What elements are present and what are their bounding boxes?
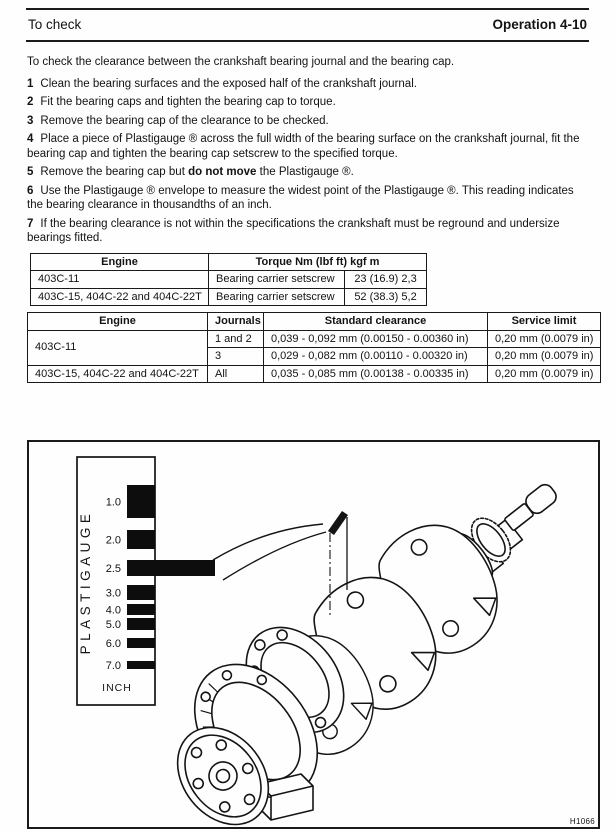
step-text: the Plastigauge ®. xyxy=(256,166,354,178)
figure-box xyxy=(27,440,600,829)
header-rule-bottom xyxy=(26,40,589,42)
table-row xyxy=(31,288,427,306)
comparison-arrow xyxy=(213,524,326,580)
table-row xyxy=(31,253,427,271)
col-header: Standard clearance xyxy=(264,313,488,331)
step-text: Place a piece of Plastigauge ® across the full width of the bearing surface on the crankshaft journal, fit the bearing cap and tighten the bearing cap setscrew to the specified torque. xyxy=(27,133,580,160)
col-header-engine: Engine xyxy=(31,253,209,271)
scale-bar xyxy=(127,485,155,518)
step-number: 1 xyxy=(27,77,34,90)
cell-engine: 403C-11 xyxy=(31,271,209,289)
page-content xyxy=(27,55,594,383)
scale-label-6.0: 6.0 xyxy=(105,638,121,650)
step-number: 4 xyxy=(27,133,34,145)
scale-bar xyxy=(127,661,155,669)
step-text: Fit the bearing caps and tighten the bearing cap to torque. xyxy=(40,96,336,108)
step-number: 5 xyxy=(27,166,34,178)
cell-journals: All xyxy=(208,365,264,383)
scale-indicator-bar xyxy=(127,560,215,576)
step-4 xyxy=(27,132,588,161)
cell-clearance: 0,035 - 0,085 mm (0.00138 - 0.00335 in) xyxy=(264,365,488,383)
cell-clearance: 0,029 - 0,082 mm (0.00110 - 0.00320 in) xyxy=(264,348,488,366)
table-row xyxy=(28,313,601,331)
scale-label-3.0: 3.0 xyxy=(105,587,121,600)
step-text: If the bearing clearance is not within the specifications the crankshaft must be reground and undersize bearings fitted. xyxy=(27,217,560,244)
cell-engine: 403C-15, 404C-22 and 404C-22T xyxy=(31,288,209,306)
scale-label-1.0: 1.0 xyxy=(105,496,121,509)
clearance-table xyxy=(27,312,601,383)
intro-text: To check the clearance between the crankshaft bearing journal and the bearing cap. xyxy=(27,56,455,68)
clearance-table-body xyxy=(28,330,601,383)
col-header: Service limit xyxy=(488,313,601,331)
step-7 xyxy=(27,217,588,246)
scale-label-5.0: 5.0 xyxy=(105,619,121,631)
operation-number: Operation 4-10 xyxy=(492,17,587,32)
cell-torque-value: 23 (16.9) 2,3 xyxy=(345,271,427,289)
torque-table-header xyxy=(31,253,427,271)
arrow-curve-bottom xyxy=(223,532,326,580)
table-row xyxy=(28,365,601,383)
scale-label-2.5: 2.5 xyxy=(105,563,121,575)
plastigauge-strip-cap xyxy=(328,511,348,535)
scale-bar xyxy=(127,585,155,600)
cell-item: Bearing carrier setscrew xyxy=(209,288,345,306)
clearance-table-header xyxy=(28,313,601,331)
scale-bar xyxy=(127,618,155,630)
crankshaft-illustration xyxy=(159,481,559,827)
cell-service-limit: 0,20 mm (0.0079 in) xyxy=(488,330,601,348)
table-row xyxy=(28,330,601,348)
figure-illustration xyxy=(29,442,598,827)
step-3 xyxy=(27,114,588,129)
plastigauge-scale xyxy=(77,457,215,705)
step-number: 7 xyxy=(27,217,34,230)
scale-label-4.0: 4.0 xyxy=(105,604,121,617)
section-title: To check xyxy=(28,17,82,32)
step-text: Remove the bearing cap of the clearance to be checked. xyxy=(40,114,329,127)
step-1 xyxy=(27,77,588,92)
cell-engine: 403C-15, 404C-22 and 404C-22T xyxy=(28,365,208,383)
scale-bar xyxy=(127,604,155,615)
cell-journals: 3 xyxy=(208,348,264,366)
col-header-torque: Torque Nm (lbf ft) kgf m xyxy=(209,253,427,271)
figure-code: H1066 xyxy=(569,817,595,826)
step-number: 3 xyxy=(27,114,34,127)
scale-title: PLASTIGAUGE xyxy=(78,509,93,655)
cell-service-limit: 0,20 mm (0.0079 in) xyxy=(488,365,601,383)
col-header: Journals xyxy=(208,313,264,331)
step-text: Remove the bearing cap but xyxy=(40,166,189,178)
cell-service-limit: 0,20 mm (0.0079 in) xyxy=(488,348,601,366)
step-text: Use the Plastigauge ® envelope to measure the widest point of the Plastigauge ®. This reading indicates the bearing clearance in thousandths of an inch. xyxy=(27,184,574,211)
col-header: Engine xyxy=(28,313,208,331)
cell-journals: 1 and 2 xyxy=(208,330,264,348)
step-2 xyxy=(27,95,588,110)
scale-unit-label: INCH xyxy=(102,682,132,694)
torque-table xyxy=(30,253,427,307)
scale-bar xyxy=(127,638,155,648)
table-row xyxy=(31,271,427,289)
cell-engine: 403C-11 xyxy=(28,330,208,365)
cell-item: Bearing carrier setscrew xyxy=(209,271,345,289)
scale-bar xyxy=(127,530,155,549)
step-number: 6 xyxy=(27,184,34,197)
cell-clearance: 0,039 - 0,092 mm (0.00150 - 0.00360 in) xyxy=(264,330,488,348)
step-5 xyxy=(27,165,588,180)
step-6 xyxy=(27,184,588,213)
scale-label-2.0: 2.0 xyxy=(105,534,121,547)
page-header xyxy=(26,10,589,40)
step-text: Clean the bearing surfaces and the exposed half of the crankshaft journal. xyxy=(40,77,417,90)
torque-table-body xyxy=(31,271,427,306)
cell-torque-value: 52 (38.3) 5,2 xyxy=(345,288,427,306)
scale-label-7.0: 7.0 xyxy=(105,660,121,672)
procedure-steps xyxy=(27,77,588,246)
step-number: 2 xyxy=(27,96,34,108)
step-emphasis: do not move xyxy=(188,166,257,178)
